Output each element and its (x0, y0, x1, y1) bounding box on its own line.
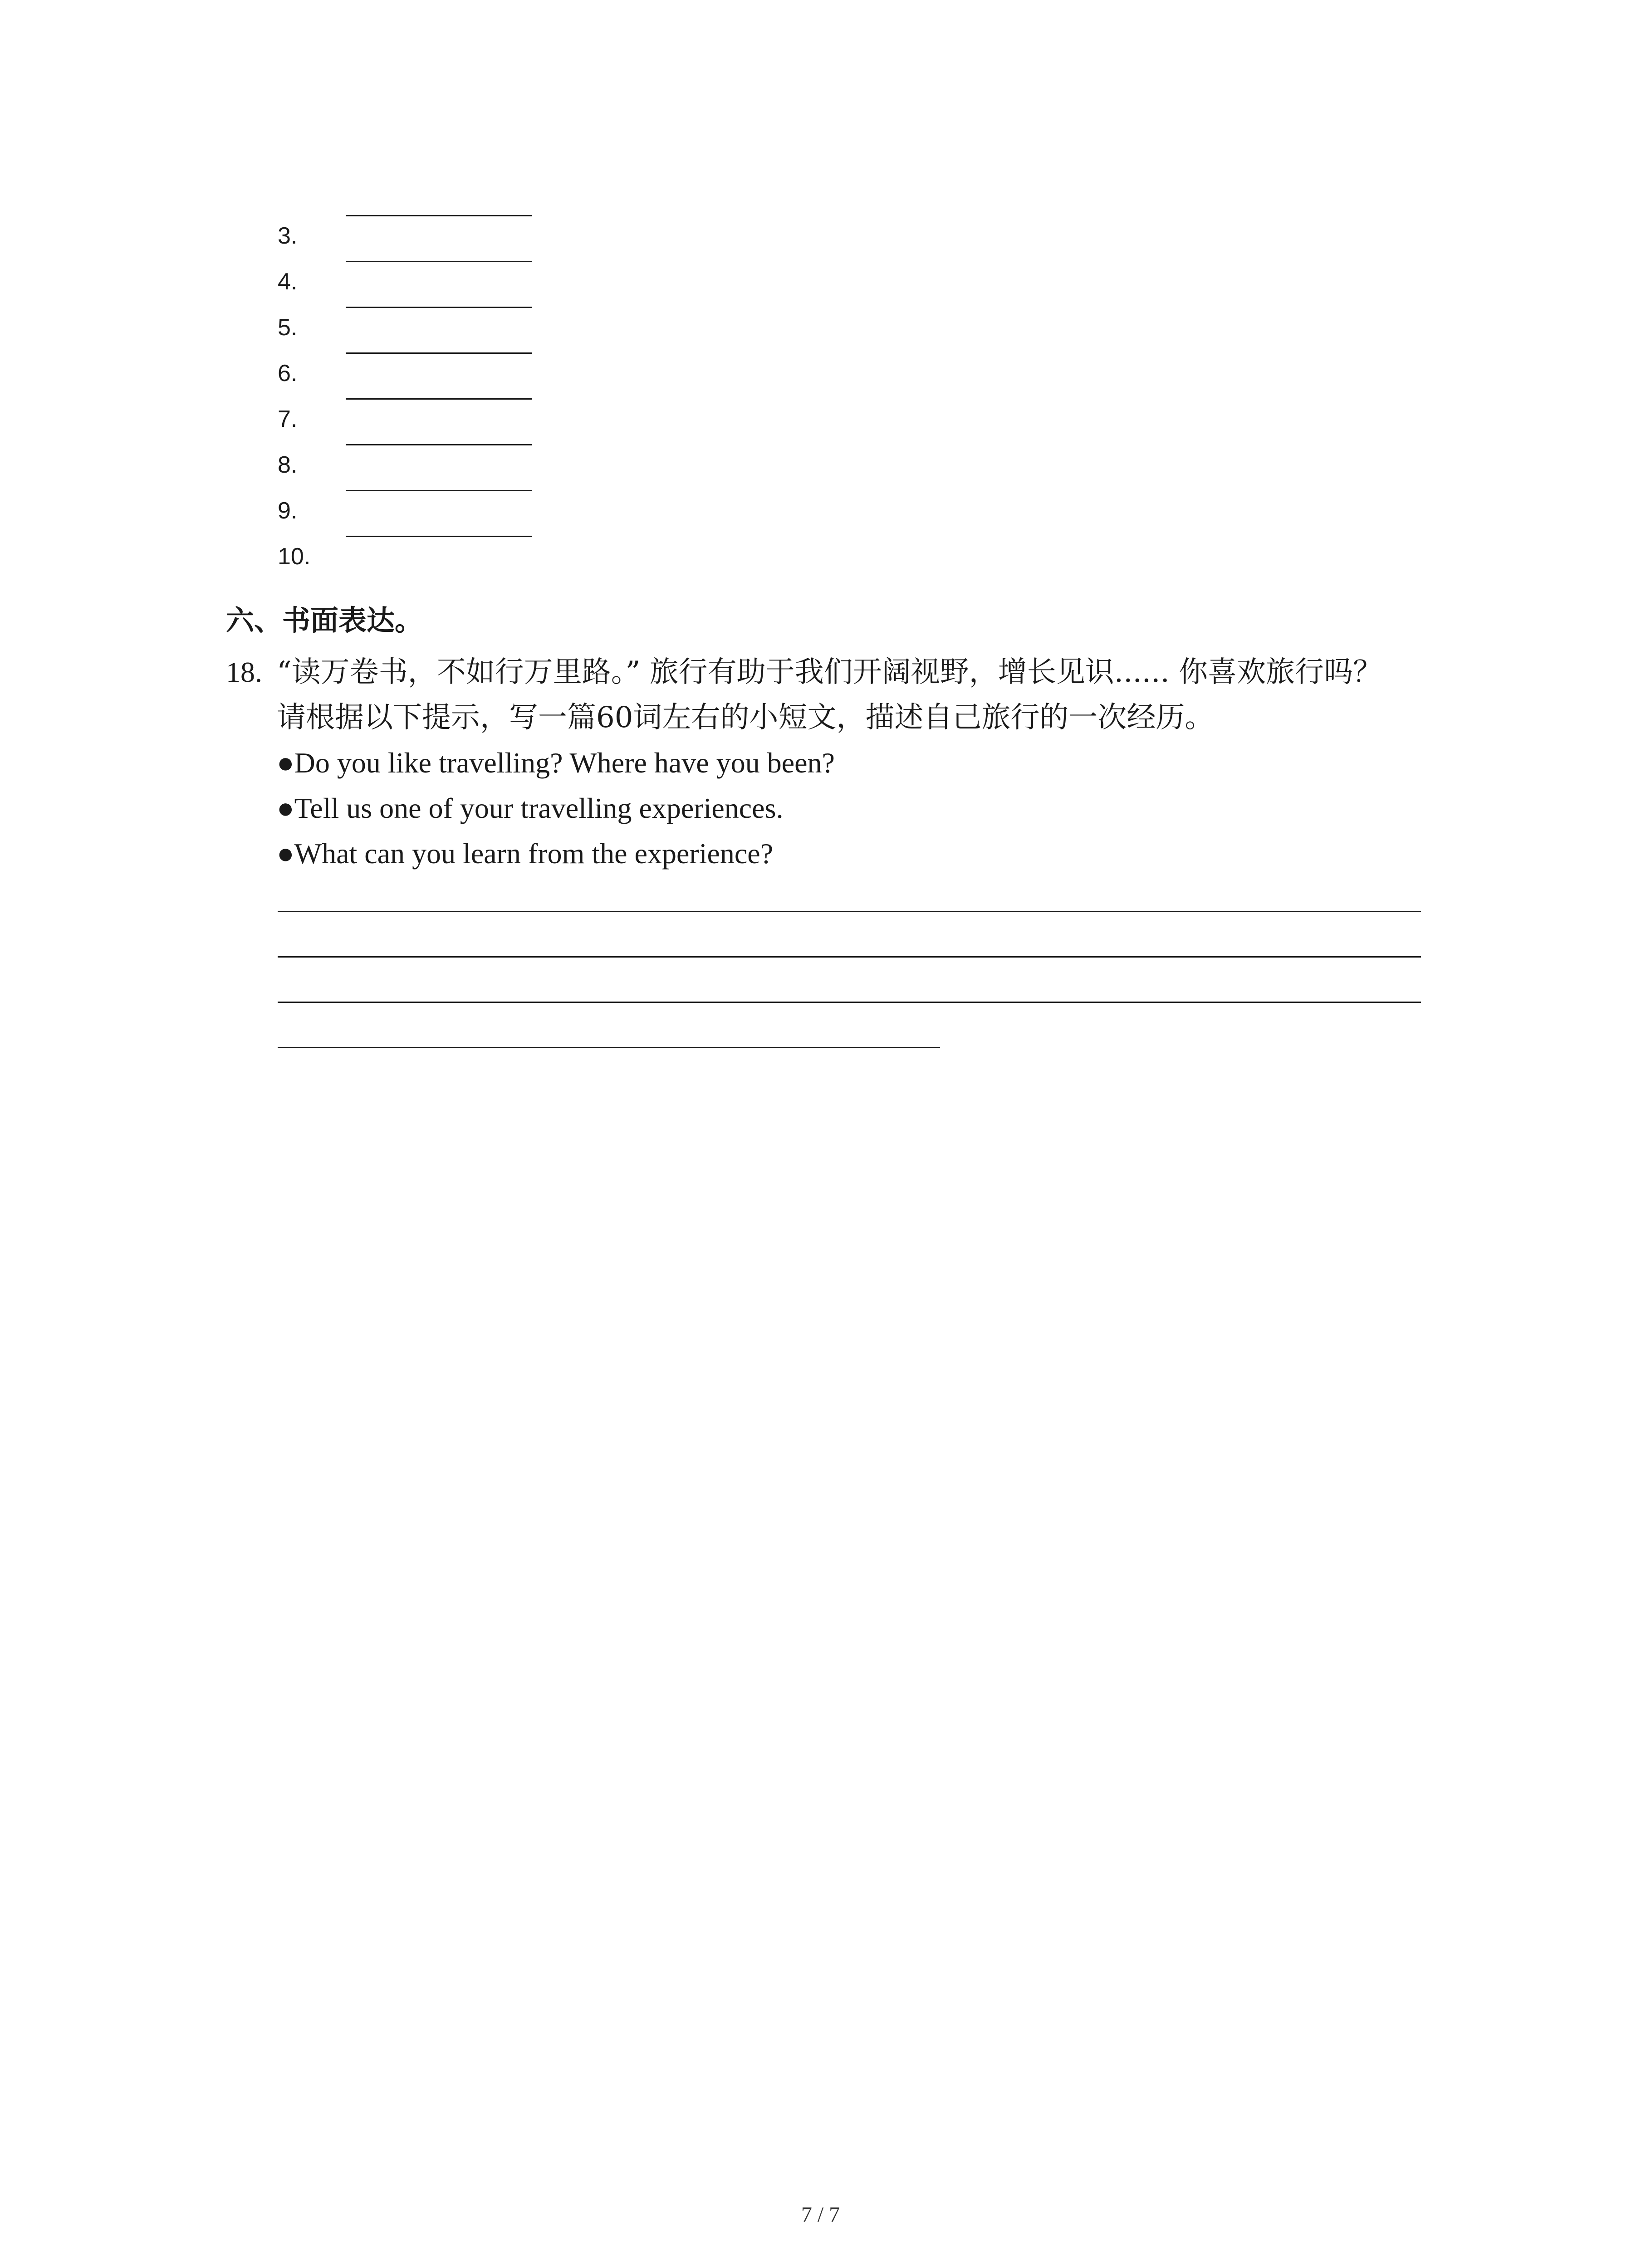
section-heading: 六、书面表达。 (226, 604, 423, 637)
answer-blank-line (346, 444, 532, 445)
answer-blank-row (278, 241, 550, 295)
answer-blank-number: 7. (278, 406, 298, 432)
answer-blank-number: 3. (278, 223, 298, 249)
question-hint: ●What can you learn from the experience? (277, 837, 774, 870)
answer-blank-number: 10. (278, 543, 311, 570)
question-prompt-text: 请根据以下提示，写一篇60词左右的小短文，描述自己旅行的一次经历。 (277, 701, 1214, 734)
answer-blank-row (278, 470, 550, 524)
question-hint: ●Tell us one of your travelling experiences. (277, 792, 784, 824)
answer-blank-line (346, 261, 532, 262)
question-hint: ●Do you like travelling? Where have you been? (277, 747, 835, 779)
writing-line[interactable] (278, 1002, 1421, 1003)
writing-answer-area[interactable] (278, 911, 1421, 1092)
question-number: 18. (226, 656, 262, 688)
question-prompt-line (226, 650, 1451, 695)
answer-blank-row (278, 516, 550, 570)
writing-line[interactable] (278, 1047, 940, 1048)
answer-blank-row (278, 332, 550, 386)
answer-blank-line (346, 490, 532, 491)
answer-blank-line (346, 398, 532, 400)
writing-question (226, 650, 1451, 876)
answer-blank-row (278, 195, 550, 249)
answer-blank-number: 6. (278, 360, 298, 386)
answer-blank-number: 8. (278, 452, 298, 478)
question-prompt-line (226, 695, 1451, 740)
answer-blank-line (346, 352, 532, 354)
answer-blank-row (278, 424, 550, 478)
answer-blank-row (278, 287, 550, 341)
question-prompt-text: “读万卷书，不如行万里路。” 旅行有助于我们开阔视野，增长见识...... 你喜欢旅行吗？ (277, 655, 1382, 689)
answer-blank-number: 4. (278, 269, 298, 295)
answer-blank-line (346, 307, 532, 308)
answer-blank-list (278, 195, 550, 570)
answer-blank-line (346, 215, 532, 216)
answer-blank-line (346, 536, 532, 537)
writing-line[interactable] (278, 911, 1421, 912)
answer-blank-row (278, 378, 550, 432)
answer-blank-number: 9. (278, 498, 298, 524)
page-indicator: 7 / 7 (801, 2203, 840, 2227)
writing-line[interactable] (278, 956, 1421, 958)
answer-blank-number: 5. (278, 314, 298, 341)
